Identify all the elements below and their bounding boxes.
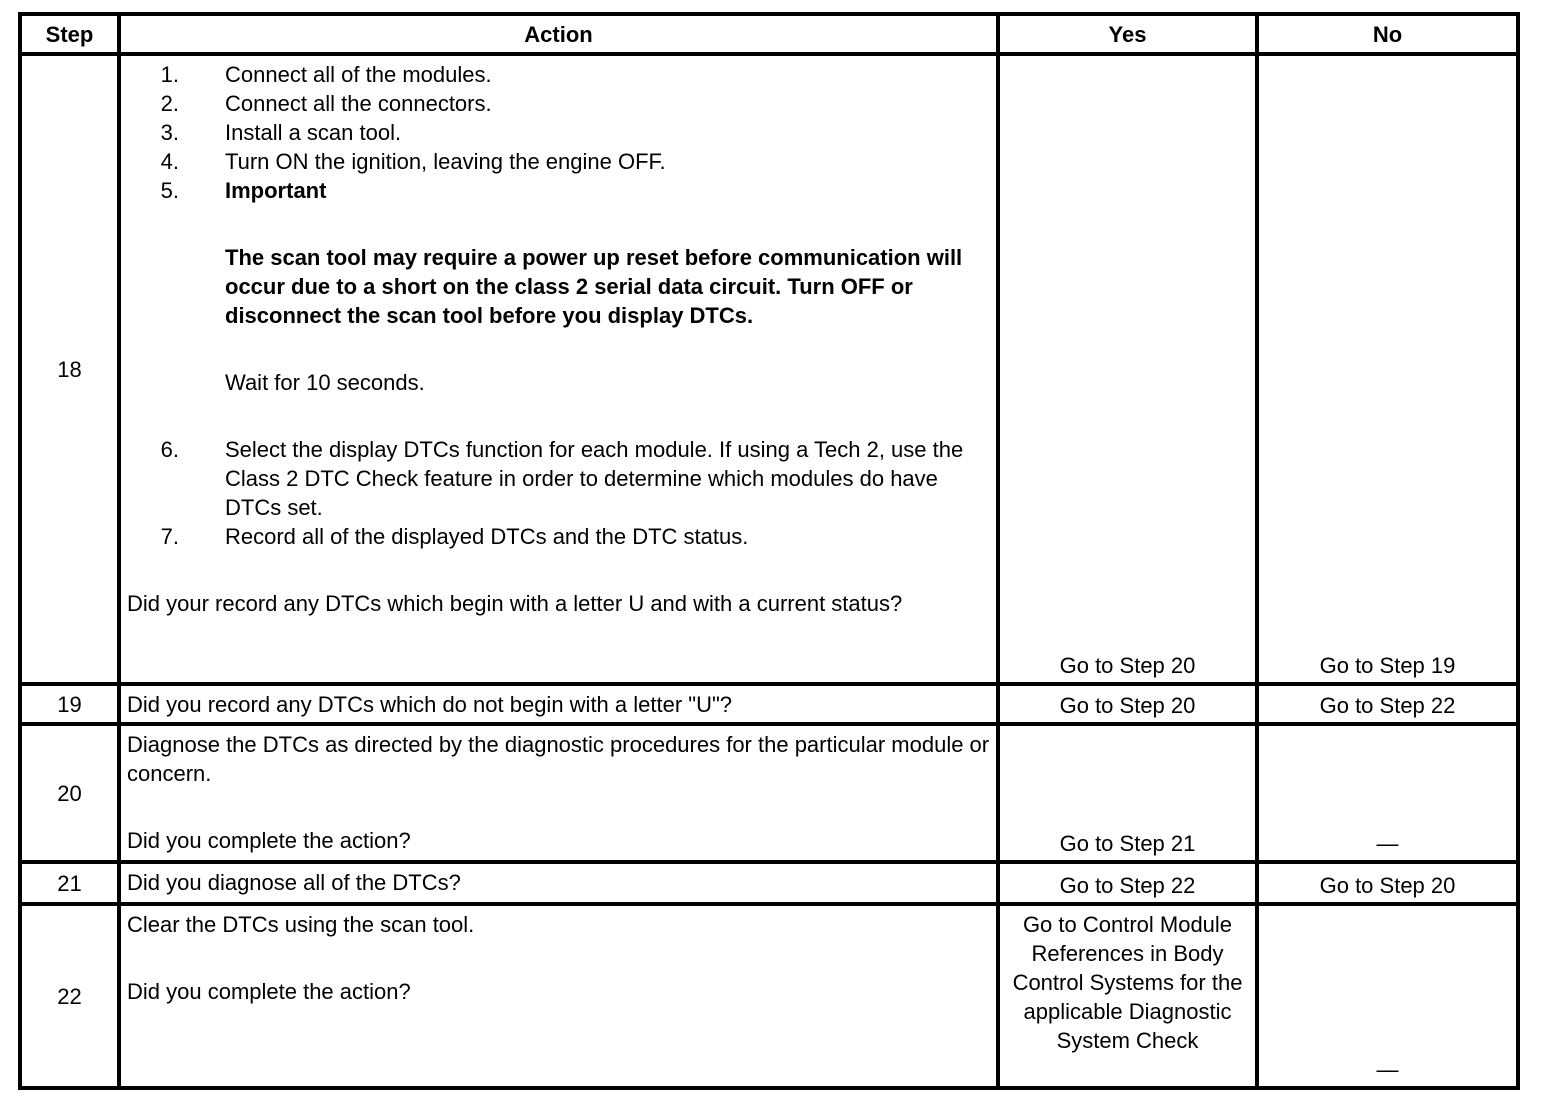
item-text: Install a scan tool. bbox=[225, 120, 402, 145]
item-number: 2. bbox=[160, 91, 179, 116]
item-text: Record all of the displayed DTCs and the DTC status. bbox=[225, 524, 749, 549]
important-note: The scan tool may require a power up reset before communication will occur due to a short on the class 2 serial data circuit. Turn OFF or disconnect the scan tool before you display DTCs. bbox=[225, 245, 963, 328]
question-text: Did you diagnose all of the DTCs? bbox=[119, 862, 998, 904]
no-cell: — bbox=[1257, 724, 1518, 862]
item-text: Connect all the connectors. bbox=[225, 91, 492, 116]
wait-note: Wait for 10 seconds. bbox=[225, 370, 425, 395]
table-row-step-22 bbox=[20, 904, 1518, 1088]
item-number: 6. bbox=[160, 437, 179, 462]
list-item bbox=[127, 176, 990, 435]
yes-cell: Go to Control Module References in Body Control Systems for the applicable Diagnostic System Check bbox=[998, 904, 1257, 1088]
step-number: 21 bbox=[20, 862, 119, 904]
header-yes: Yes bbox=[998, 14, 1257, 54]
important-heading: Important bbox=[225, 178, 327, 203]
step-number: 20 bbox=[20, 724, 119, 862]
question-text: Did you record any DTCs which do not begin with a letter "U"? bbox=[119, 684, 998, 724]
diagnostic-table bbox=[18, 12, 1520, 1090]
header-action: Action bbox=[119, 14, 998, 54]
no-cell: Go to Step 22 bbox=[1257, 684, 1518, 724]
table-row-step-18 bbox=[20, 54, 1518, 684]
item-number: 7. bbox=[160, 524, 179, 549]
no-cell: Go to Step 19 bbox=[1257, 54, 1518, 684]
step-number: 18 bbox=[20, 54, 119, 684]
action-cell bbox=[119, 54, 998, 684]
yes-cell: Go to Step 21 bbox=[998, 724, 1257, 862]
step-number: 22 bbox=[20, 904, 119, 1088]
header-no: No bbox=[1257, 14, 1518, 54]
action-cell bbox=[119, 904, 998, 1088]
yes-cell: Go to Step 22 bbox=[998, 862, 1257, 904]
step-number: 19 bbox=[20, 684, 119, 724]
item-text: Select the display DTCs function for each module. If using a Tech 2, use the Class 2 DTC Check feature in order to determine which modules do have DTCs set. bbox=[225, 437, 964, 520]
item-text: Turn ON the ignition, leaving the engine OFF. bbox=[225, 149, 666, 174]
action-cell bbox=[119, 724, 998, 862]
no-cell: Go to Step 20 bbox=[1257, 862, 1518, 904]
list-item bbox=[127, 60, 990, 89]
table-row-step-21 bbox=[20, 862, 1518, 904]
yes-cell: Go to Step 20 bbox=[998, 684, 1257, 724]
table-row-step-19 bbox=[20, 684, 1518, 724]
procedure-list bbox=[127, 60, 990, 551]
item-number: 3. bbox=[160, 120, 179, 145]
action-text: Diagnose the DTCs as directed by the diagnostic procedures for the particular module or concern. bbox=[127, 732, 990, 786]
no-cell: — bbox=[1257, 904, 1518, 1088]
header-row bbox=[20, 14, 1518, 54]
list-item bbox=[127, 118, 990, 147]
table-row-step-20 bbox=[20, 724, 1518, 862]
list-item bbox=[127, 147, 990, 176]
action-text: Clear the DTCs using the scan tool. bbox=[127, 912, 475, 937]
item-number: 5. bbox=[160, 178, 179, 203]
list-item bbox=[127, 522, 990, 551]
header-step: Step bbox=[20, 14, 119, 54]
yes-cell: Go to Step 20 bbox=[998, 54, 1257, 684]
list-item bbox=[127, 89, 990, 118]
question-text: Did your record any DTCs which begin with a letter U and with a current status? bbox=[127, 591, 903, 616]
item-number: 4. bbox=[160, 149, 179, 174]
question-text: Did you complete the action? bbox=[127, 828, 411, 853]
question-text: Did you complete the action? bbox=[127, 979, 411, 1004]
item-text: Connect all of the modules. bbox=[225, 62, 492, 87]
item-number: 1. bbox=[160, 62, 179, 87]
list-item bbox=[127, 435, 990, 522]
